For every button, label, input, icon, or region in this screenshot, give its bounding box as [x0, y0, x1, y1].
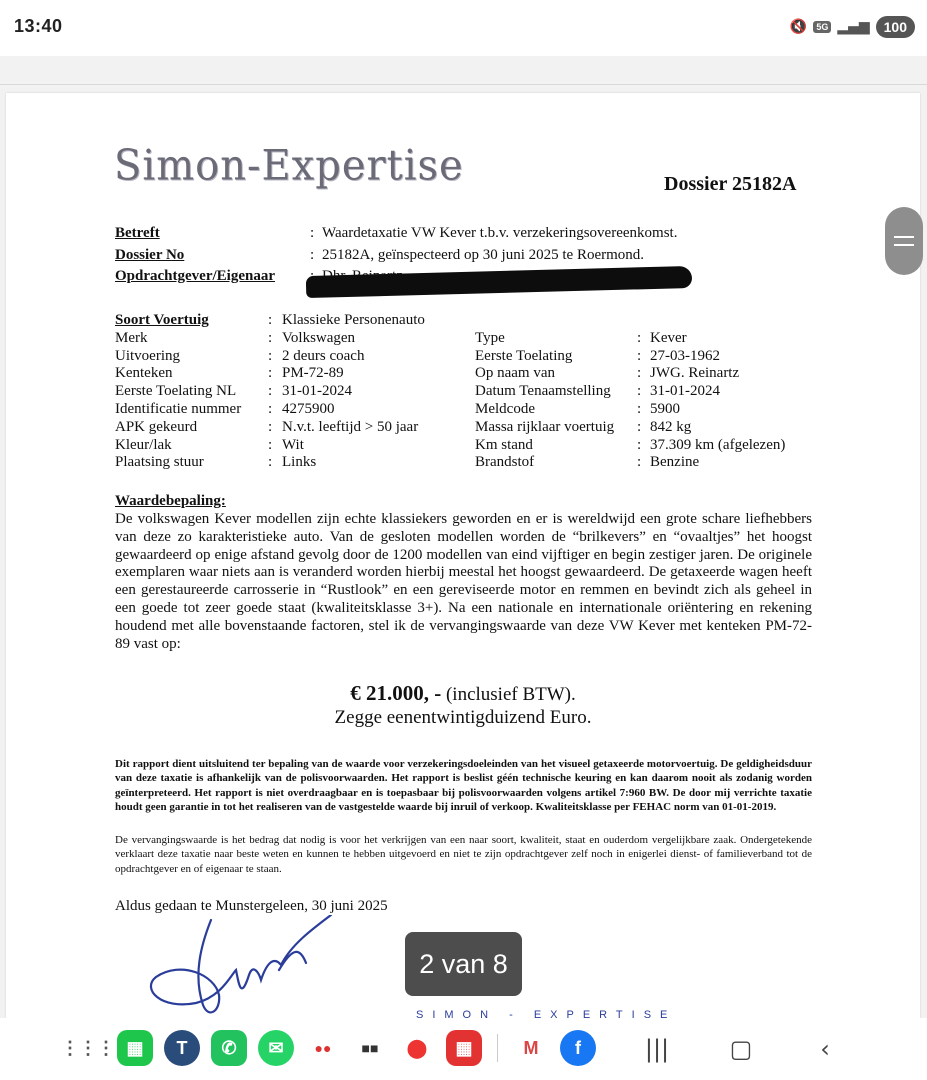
declaration-text: De vervangingswaarde is het bedrag dat nodig is voor het verkrijgen van een naar soort, kwaliteit, staat en ouderdom vergelijkbare zaak. Ondergetekende verklaart deze taxatie naar beste weten en kunnen te hebben uitgevoerd en niet te zijn opdrachtgever zelf noch in enigerlei dienst- of familieverband tot de opdrachtgever en of eigenaar te staan. [115, 834, 812, 875]
network-badge: 5G [813, 21, 831, 33]
company-stamp: SIMON - EXPERTISE [416, 1009, 677, 1018]
app-folder-icon[interactable]: ▦ [117, 1030, 153, 1066]
document-page[interactable] [6, 93, 920, 1018]
vehicle-value: Wit [282, 436, 304, 453]
vehicle-value: 31-01-2024 [282, 383, 352, 400]
vehicle-label: Eerste Toelating [475, 347, 573, 364]
vehicle-label: Eerste Toelating NL [115, 383, 237, 400]
vehicle-label: Brandstof [475, 454, 535, 471]
vehicle-label: APK gekeurd [115, 418, 198, 435]
info-value: Waardetaxatie VW Kever t.b.v. verzekeringsovereenkomst. [322, 225, 678, 241]
info-row: Dossier No : 25182A, geïnspecteerd op 30 juni 2025 te Roermond. [115, 245, 677, 267]
vehicle-label: Km stand [475, 436, 533, 453]
app-folder-4-icon[interactable]: ▦ [446, 1030, 482, 1066]
vehicle-value: 31-01-2024 [650, 383, 720, 400]
vehicle-value: 27-03-1962 [650, 347, 720, 364]
info-row: Betreft : Waardetaxatie VW Kever t.b.v. verzekeringsovereenkomst. [115, 223, 677, 245]
info-label: Opdrachtgever/Eigenaar [115, 268, 275, 284]
vehicle-label: Kleur/lak [115, 436, 172, 453]
signed-line: Aldus gedaan te Munstergeleen, 30 juni 2025 [115, 898, 388, 914]
vehicle-value: 842 kg [650, 418, 692, 435]
vehicle-label: Datum Tenaamstelling [475, 383, 611, 400]
vehicle-label: Type [475, 329, 505, 346]
vehicle-row: Uitvoering : 2 deurs coach Eerste Toelating : 27-03-1962 [115, 348, 850, 366]
system-keys [640, 1032, 842, 1066]
vehicle-row: Kenteken : PM-72-89 Op naam van : JWG. Reinartz [115, 365, 850, 383]
valuation-text: De volkswagen Kever modellen zijn echte klassiekers geworden en er is wereldwijd een grote schare liefhebbers van deze zo karakteristieke auto. Van de gesloten modellen worden de “brilkevers” en “ovaaltjes” het hoogst gewaardeerd op enige afstand gevolg door de 1200 modellen van eind vijftiger en begin zestiger jaren. De originele exemplaren waar niets aan is veranderd worden hierbij meestal het hoogst gewaardeerd. De getaxeerde wagen heeft een gerestaureerde carrosserie in “Rustlook” en een gereviseerde motor en remmen en bevindt zich als geheel in een goede tot zeer goede staat (kwaliteitsklasse 3+). Na een nationale en internationale oriëntering en rekening houdend met alle bovenstaande factoren, stel ik de vervangingswaarde van deze VW Kever met kenteken PM-72-89 vast op: [115, 511, 812, 652]
news-app-icon[interactable]: T [164, 1030, 200, 1066]
scroll-handle[interactable] [885, 207, 923, 275]
vehicle-label: Massa rijklaar voertuig [475, 418, 615, 435]
vehicle-row: Plaatsing stuur : Links Brandstof : Benzine [115, 454, 850, 472]
home-icon[interactable]: ▢ [729, 1035, 753, 1063]
company-logo: Simon-Expertise [114, 141, 464, 191]
info-label: Dossier No [115, 246, 185, 263]
info-value: 25182A, geïnspecteerd op 30 juni 2025 te Roermond. [322, 246, 645, 263]
status-icons [790, 16, 915, 38]
signature-image [141, 915, 351, 1018]
maps-icon[interactable]: ⬤ [406, 1037, 428, 1058]
status-time: 13:40 [14, 16, 63, 36]
toolbar-divider [0, 84, 927, 85]
status-bar [0, 0, 927, 56]
price-line [6, 681, 920, 706]
vehicle-value: Links [282, 454, 317, 471]
vehicle-row: Identificatie nummer : 4275900 Meldcode : 5900 [115, 401, 850, 419]
app-dock [61, 1030, 596, 1066]
vehicle-label: Uitvoering [115, 347, 180, 364]
facebook-icon[interactable]: f [560, 1030, 596, 1066]
whatsapp-icon[interactable]: ✉ [258, 1030, 294, 1066]
vehicle-details [115, 312, 850, 472]
price-in-words: Zegge eenentwintigduizend Euro. [334, 707, 592, 728]
vehicle-label: Identificatie nummer [115, 400, 242, 417]
vehicle-value: PM-72-89 [282, 365, 344, 382]
vehicle-type-value: Klassieke Personenauto [282, 312, 425, 328]
apps-grid-icon[interactable]: ⋮⋮⋮ [61, 1037, 115, 1058]
vehicle-row: Merk : Volkswagen Type : Kever [115, 330, 850, 348]
page-indicator: 2 van 8 [405, 932, 522, 996]
dossier-number: Dossier 25182A [664, 173, 797, 195]
vehicle-label: Meldcode [475, 400, 535, 417]
vehicle-row: Eerste Toelating NL : 31-01-2024 Datum Tenaamstelling : 31-01-2024 [115, 383, 850, 401]
vehicle-label: Plaatsing stuur [115, 454, 204, 471]
vehicle-value: N.v.t. leeftijd > 50 jaar [282, 418, 419, 435]
battery-indicator: 100 [876, 16, 915, 38]
vehicle-label: Merk [115, 329, 148, 346]
vehicle-value: JWG. Reinartz [650, 365, 740, 382]
vehicle-value: 2 deurs coach [282, 347, 365, 364]
vehicle-value: Kever [650, 329, 687, 346]
vehicle-type-label: Soort Voertuig [115, 312, 209, 328]
vehicle-row: Kleur/lak : Wit Km stand : 37.309 km (afgelezen) [115, 437, 850, 455]
vehicle-row: Soort Voertuig : Klassieke Personenauto [115, 312, 850, 330]
navigation-bar [0, 1018, 927, 1080]
gmail-icon[interactable]: M [523, 1037, 539, 1058]
vehicle-value: 5900 [650, 400, 680, 417]
signal-icon: ▂▄▆ [837, 19, 870, 35]
app-folder-2-icon[interactable]: ●● [314, 1040, 332, 1056]
vehicle-row: APK gekeurd : N.v.t. leeftijd > 50 jaar Massa rijklaar voertuig : 842 kg [115, 419, 850, 437]
mute-icon: 🔇 [789, 19, 808, 35]
vehicle-value: 4275900 [282, 400, 335, 417]
vehicle-value: Volkswagen [282, 329, 356, 346]
recents-icon[interactable]: ||| [644, 1035, 670, 1063]
phone-icon[interactable]: ✆ [211, 1030, 247, 1066]
valuation-heading: Waardebepaling: [115, 493, 226, 509]
vehicle-label: Op naam van [475, 365, 555, 382]
price-suffix: (inclusief BTW). [441, 684, 576, 705]
vehicle-value: Benzine [650, 454, 700, 471]
disclaimer-text: Dit rapport dient uitsluitend ter bepaling van de waarde voor verzekeringsdoeleinden van het visueel getaxeerde motorvoertuig. De geldigheidsduur van deze taxatie is afhankelijk van de polisvoorwaarden. Het rapport is beslist géén technische keuring en kan daarom nooit als zodanig worden geïnterpreteerd. Het rapport is niet overdraagbaar en is toepasbaar bij polisvoorwaarden volgens artikel 7:960 BW. De door mij verrichte taxatie houdt geen garantie in tot het realiseren van de vastgestelde waarde bij inruil of verkoop. Kwaliteitsklasse per FEHAC norm van 01-01-2019. [115, 758, 812, 813]
back-icon[interactable]: ‹ [820, 1035, 830, 1063]
info-label: Betreft [115, 225, 160, 241]
vehicle-label: Kenteken [115, 365, 173, 382]
vehicle-value: 37.309 km (afgelezen) [650, 436, 786, 453]
app-folder-3-icon[interactable]: ■■ [361, 1040, 379, 1056]
price-amount: € 21.000, - [350, 681, 442, 705]
